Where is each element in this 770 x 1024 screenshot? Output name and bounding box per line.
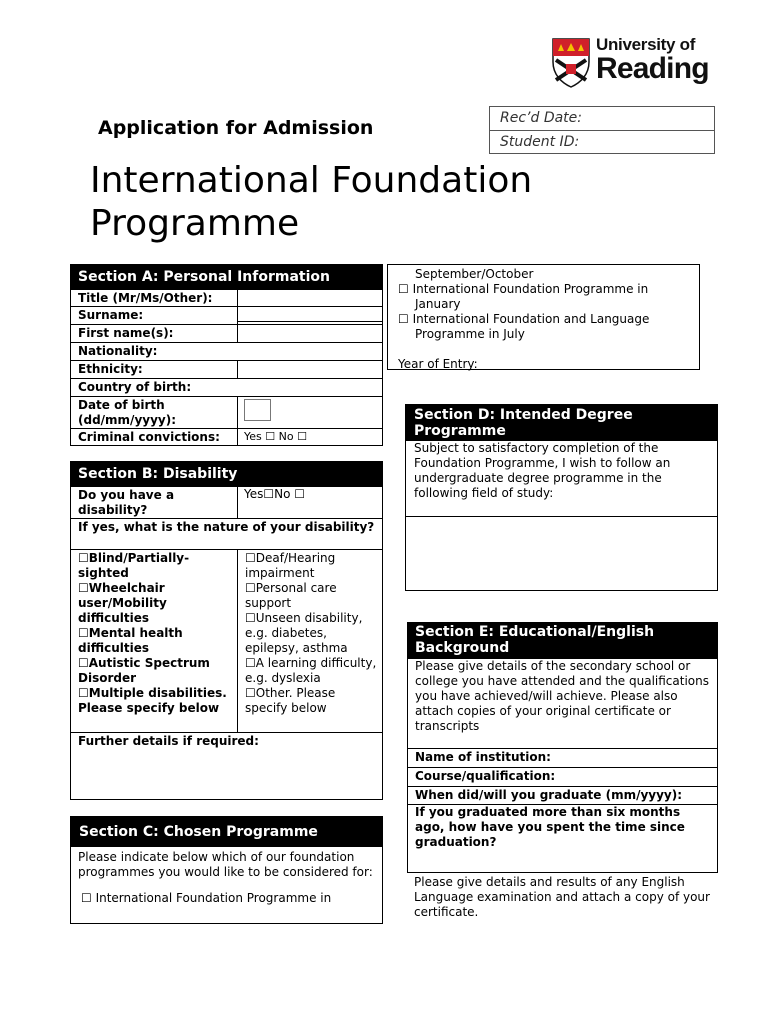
title-label: Title (Mr/Ms/Other): bbox=[78, 291, 213, 305]
section-d-heading: Section D: Intended Degree Programme bbox=[406, 405, 717, 441]
section-d-intended-degree bbox=[405, 404, 718, 591]
disability-options-left bbox=[71, 550, 237, 732]
ethnicity-label: Ethnicity: bbox=[78, 362, 143, 376]
title-input[interactable] bbox=[237, 290, 382, 306]
university-logo bbox=[596, 36, 709, 84]
criminal-convictions-checkboxes[interactable]: Yes ☐ No ☐ bbox=[237, 429, 382, 445]
ethnicity-row bbox=[70, 361, 383, 379]
application-title: Application for Admission bbox=[98, 117, 374, 139]
course-field[interactable]: Course/qualification: bbox=[407, 768, 718, 787]
date-of-birth-input[interactable] bbox=[237, 397, 382, 428]
date-of-birth-row bbox=[70, 397, 383, 429]
option-learning[interactable]: ☐A learning difficulty, e.g. dyslexia bbox=[245, 656, 377, 685]
programme-option-september[interactable]: ☐ International Foundation Programme in bbox=[81, 891, 332, 905]
institution-field[interactable]: Name of institution: bbox=[407, 749, 718, 768]
surname-label: Surname: bbox=[78, 308, 144, 322]
surname-row bbox=[70, 307, 383, 325]
programme-option-january-cont: January bbox=[415, 297, 461, 311]
recd-date-field[interactable]: Rec’d Date: bbox=[500, 110, 583, 126]
disability-question: Do you have a disability? bbox=[78, 488, 175, 517]
option-deaf[interactable]: ☐Deaf/Hearing impairment bbox=[245, 551, 336, 580]
section-c-heading: Section C: Chosen Programme bbox=[71, 817, 382, 847]
nationality-row bbox=[70, 343, 383, 361]
section-e-text: Please give details of the secondary school or college you have attended and the qualifications you have achieved/will achieve. Please also attach copies of your original certificate or transcripts bbox=[407, 658, 718, 749]
option-other[interactable]: ☐Other. Please specify below bbox=[245, 686, 336, 715]
ethnicity-input[interactable] bbox=[237, 361, 382, 378]
english-exam-text: Please give details and results of any English Language examination and attach a copy of your certificate. bbox=[414, 875, 710, 919]
date-of-birth-label: Date of birth (dd/mm/yyyy): bbox=[78, 398, 177, 427]
further-details-label: Further details if required: bbox=[78, 734, 259, 748]
first-name-label: First name(s): bbox=[78, 326, 174, 340]
country-of-birth-label: Country of birth: bbox=[78, 380, 192, 394]
logo-line1: University of bbox=[596, 35, 696, 54]
nationality-label: Nationality: bbox=[78, 344, 158, 358]
option-mental-health[interactable]: ☐Mental health difficulties bbox=[78, 626, 183, 655]
six-months-field[interactable]: If you graduated more than six months ago, how have you spent the time since graduation? bbox=[407, 805, 718, 873]
title-row bbox=[70, 290, 383, 307]
surname-input[interactable] bbox=[237, 307, 382, 324]
title-line2: Programme bbox=[90, 203, 300, 244]
programme-option-january[interactable]: ☐ International Foundation Programme in bbox=[398, 282, 649, 296]
section-b-disability bbox=[70, 461, 383, 800]
option-autistic[interactable]: ☐Autistic Spectrum Disorder bbox=[78, 656, 210, 685]
section-c-intro: Please indicate below which of our foundation programmes you would like to be considered for: bbox=[78, 850, 373, 879]
section-b-heading: Section B: Disability bbox=[70, 461, 383, 487]
disability-question-row bbox=[70, 487, 383, 519]
section-a-heading: Section A: Personal Information bbox=[70, 264, 383, 290]
graduate-date-field[interactable]: When did/will you graduate (mm/yyyy): bbox=[407, 787, 718, 805]
disability-nature-row bbox=[70, 519, 383, 550]
option-personal-care[interactable]: ☐Personal care support bbox=[245, 581, 337, 610]
office-use-box bbox=[489, 106, 715, 154]
first-name-input[interactable] bbox=[237, 325, 382, 342]
option-multiple[interactable]: ☐Multiple disabilities. Please specify below bbox=[78, 686, 227, 715]
disability-options-right bbox=[237, 550, 382, 732]
logo-line2: Reading bbox=[596, 52, 709, 85]
title-line1: International Foundation bbox=[90, 160, 533, 201]
option-unseen[interactable]: ☐Unseen disability, e.g. diabetes, epilepsy, asthma bbox=[245, 611, 363, 655]
disability-nature-label: If yes, what is the nature of your disability? bbox=[78, 520, 375, 534]
criminal-convictions-row bbox=[70, 429, 383, 446]
section-a-personal-information bbox=[70, 264, 383, 446]
section-d-text: Subject to satisfactory completion of the Foundation Programme, I wish to follow an undergraduate degree programme in the following field of study: bbox=[406, 441, 717, 517]
programme-option-july[interactable]: ☐ International Foundation and Language bbox=[398, 312, 650, 326]
programme-options-box bbox=[387, 264, 700, 370]
criminal-convictions-label: Criminal convictions: bbox=[78, 430, 220, 444]
first-name-row bbox=[70, 325, 383, 343]
section-e-educational-background bbox=[407, 622, 718, 922]
year-of-entry-field[interactable]: Year of Entry: bbox=[398, 357, 478, 371]
section-c-chosen-programme bbox=[70, 816, 383, 924]
programme-september-text: September/October bbox=[415, 267, 534, 281]
further-details-row[interactable] bbox=[70, 733, 383, 800]
section-e-heading: Section E: Educational/English Background bbox=[407, 622, 718, 658]
university-crest-icon bbox=[552, 38, 590, 88]
disability-checkboxes[interactable]: Yes☐No ☐ bbox=[237, 487, 382, 518]
page-title bbox=[90, 159, 532, 245]
programme-option-july-cont: Programme in July bbox=[415, 327, 525, 341]
country-of-birth-row bbox=[70, 379, 383, 397]
student-id-field[interactable]: Student ID: bbox=[490, 130, 714, 153]
field-of-study-input[interactable] bbox=[406, 517, 717, 589]
disability-options bbox=[70, 550, 383, 733]
option-blind[interactable]: ☐Blind/Partially-sighted bbox=[78, 551, 190, 580]
option-wheelchair[interactable]: ☐Wheelchair user/Mobility difficulties bbox=[78, 581, 167, 625]
